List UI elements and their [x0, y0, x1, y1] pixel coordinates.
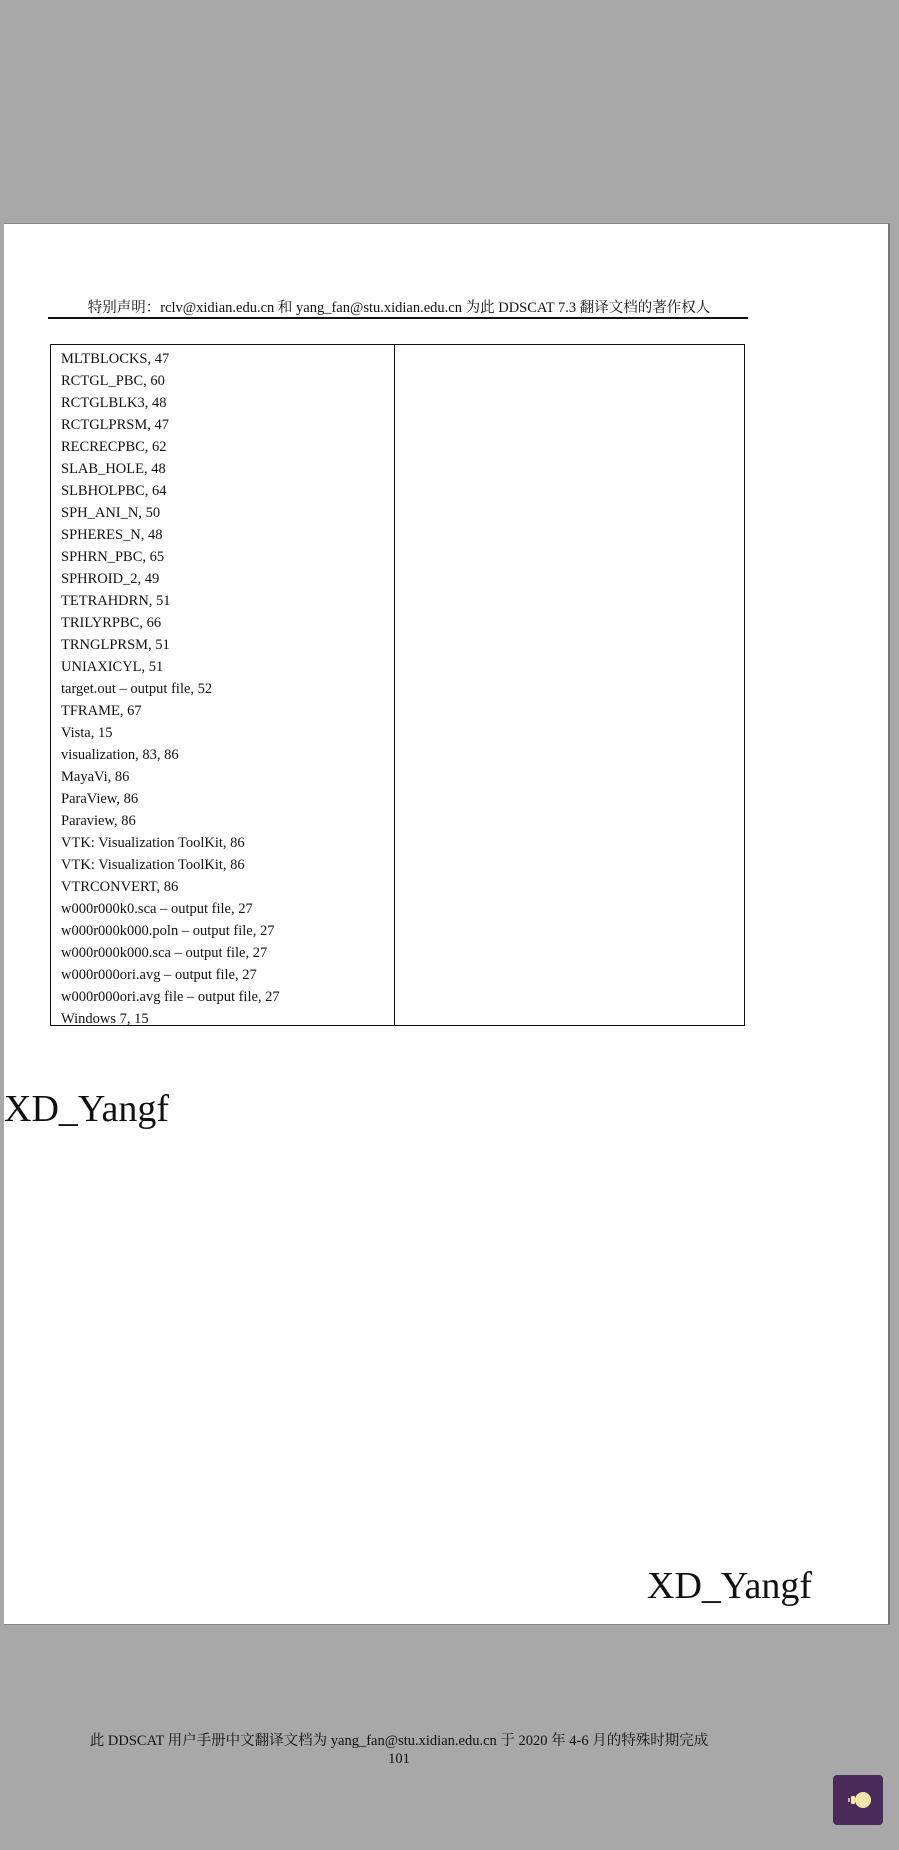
- index-entry: Windows 7, 15: [61, 1011, 149, 1027]
- index-entry: SPHRN_PBC, 65: [61, 549, 165, 565]
- footer-notice: 此 DDSCAT 用户手册中文翻译文档为 yang_fan@stu.xidian.edu.cn 于 2020 年 4-6 月的特殊时期完成: [89, 1733, 709, 1749]
- index-table: [50, 344, 745, 1026]
- index-entry: RCTGLPRSM, 47: [61, 417, 169, 433]
- index-entry: SPH_ANI_N, 50: [61, 505, 161, 521]
- index-entry: w000r000k000.sca – output file, 27: [61, 945, 268, 961]
- index-entry: SPHERES_N, 48: [61, 527, 163, 543]
- index-entry: SPHROID_2, 49: [61, 571, 160, 587]
- index-entry: TRNGLPRSM, 51: [61, 637, 170, 653]
- index-column-left: [51, 345, 395, 1025]
- index-entry: TRILYRPBC, 66: [61, 615, 162, 631]
- index-entry: target.out – output file, 52: [61, 681, 213, 697]
- index-entry: SLAB_HOLE, 48: [61, 461, 166, 477]
- index-entry: Paraview, 86: [61, 813, 136, 829]
- index-entry: SLBHOLPBC, 64: [61, 483, 167, 499]
- assistant-button[interactable]: [833, 1775, 883, 1825]
- index-entry: RCTGLBLK3, 48: [61, 395, 167, 411]
- lightbulb-icon: [848, 1790, 872, 1810]
- watermark-right: XD_Yangf: [647, 1565, 813, 1607]
- index-entry: w000r000k0.sca – output file, 27: [61, 901, 253, 917]
- index-entry: VTRCONVERT, 86: [61, 879, 179, 895]
- index-entry: w000r000ori.avg – output file, 27: [61, 967, 257, 983]
- index-entry: RECRECPBC, 62: [61, 439, 167, 455]
- index-entry: TFRAME, 67: [61, 703, 142, 719]
- index-column-right: [395, 345, 744, 1025]
- index-entry: ParaView, 86: [61, 791, 139, 807]
- document-page: [4, 223, 890, 1767]
- index-entry: visualization, 83, 86: [61, 747, 179, 763]
- index-entry: Vista, 15: [61, 725, 113, 741]
- index-entry: UNIAXICYL, 51: [61, 659, 164, 675]
- index-entry: w000r000k000.poln – output file, 27: [61, 923, 275, 939]
- index-entry: RCTGL_PBC, 60: [61, 373, 165, 389]
- index-entry: VTK: Visualization ToolKit, 86: [61, 835, 245, 851]
- index-entry: VTK: Visualization ToolKit, 86: [61, 857, 245, 873]
- index-entry: TETRAHDRN, 51: [61, 593, 171, 609]
- header-rule: [48, 317, 748, 319]
- index-entry: MayaVi, 86: [61, 769, 130, 785]
- copyright-notice: 特别声明：rclv@xidian.edu.cn 和 yang_fan@stu.xidian.edu.cn 为此 DDSCAT 7.3 翻译文档的著作权人: [87, 300, 711, 316]
- index-entry: w000r000ori.avg file – output file, 27: [61, 989, 280, 1005]
- page-number: 101: [388, 1751, 410, 1767]
- watermark-left: XD_Yangf: [4, 1088, 170, 1130]
- index-entry: MLTBLOCKS, 47: [61, 351, 170, 367]
